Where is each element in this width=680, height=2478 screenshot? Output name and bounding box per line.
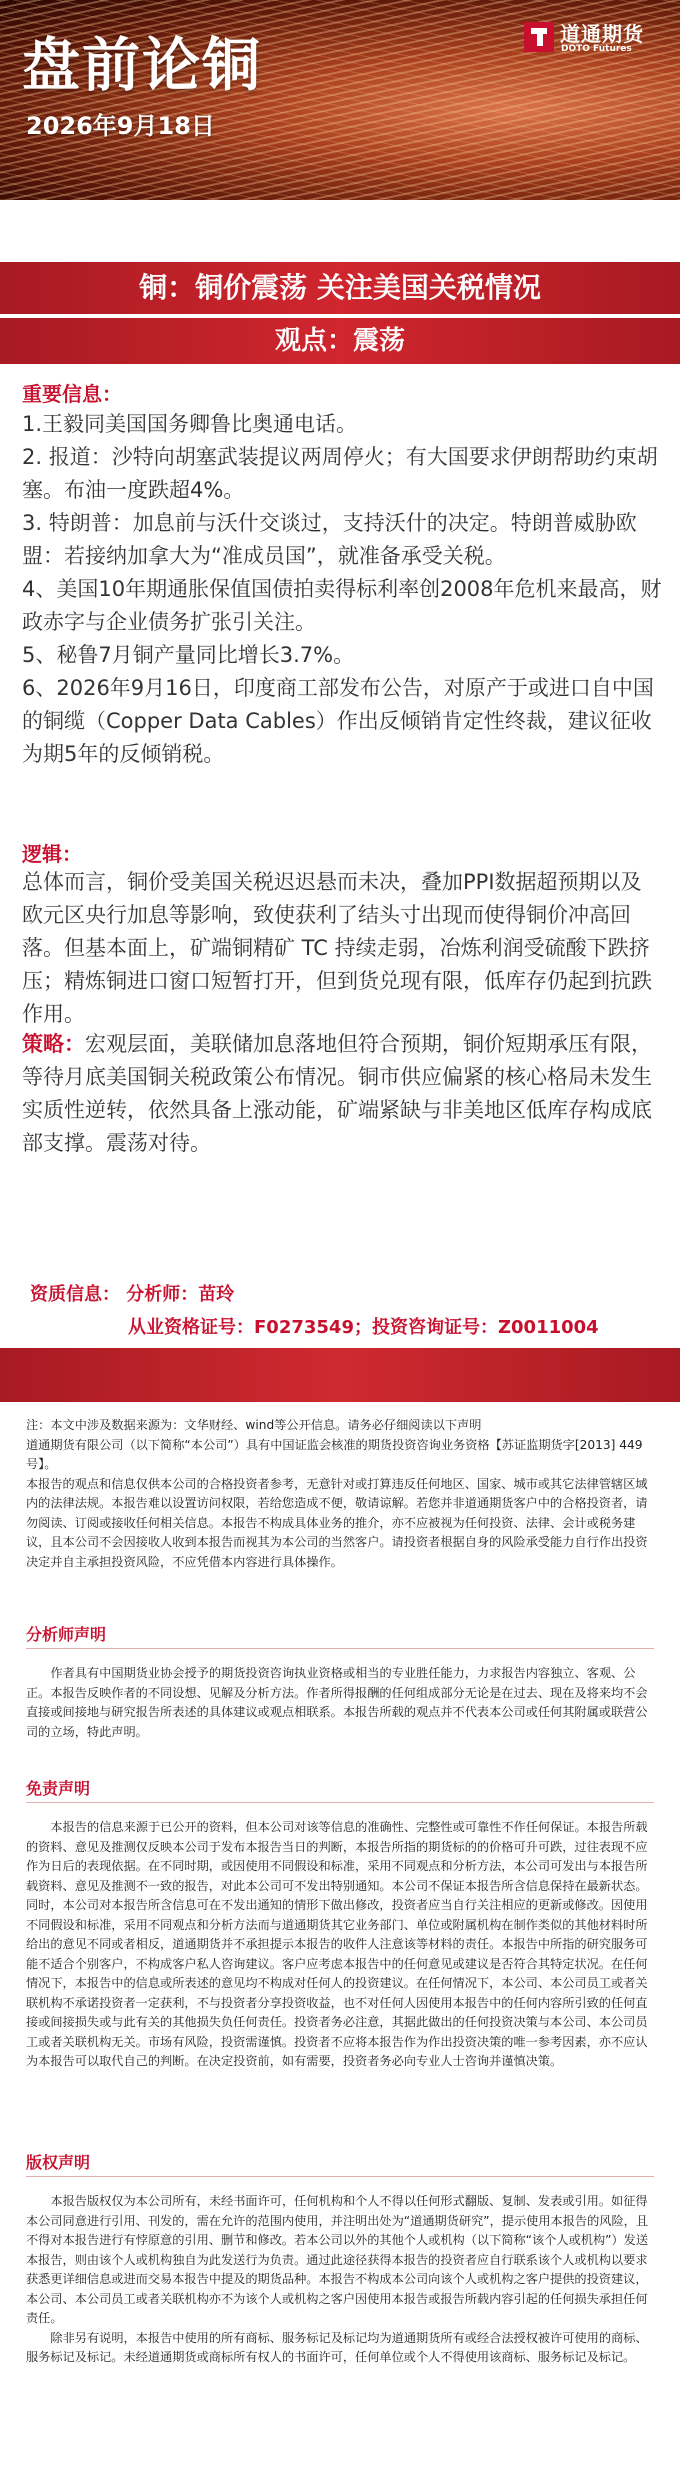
strategy-text: 宏观层面，美联储加息落地但符合预期，铜价短期承压有限，等待月底美国铜关税政策公布情况。铜市供应偏紧的核心格局未发生实质性逆转，依然具备上涨动能，矿端紧缺与非美地区低库存构成底部支撑。震荡对待。 [22, 1032, 652, 1155]
disclaimer-license-line: 道通期货有限公司（以下简称“本公司”）具有中国证监会核准的期货投资咨询业务资格【苏证监期货字[2013] 449号】。 [26, 1437, 643, 1471]
analyst-statement-text: 作者具有中国期货业协会授予的期货投资咨询执业资格或相当的专业胜任能力，力求报告内容独立、客观、公正。本报告反映作者的不同设想、见解及分析方法。作者所得报酬的任何组成部分无论是在过去、现在及将来均不会直接或间接地与研究报告所表述的具体建议或观点相联系。本报告所载的观点并不代表本公司或任何其附属或联营公司的立场，特此声明。 [26, 1666, 648, 1739]
disclaimer-scope-paragraph: 本报告的观点和信息仅供本公司的合格投资者参考，无意针对或打算违反任何地区、国家、城市或其它法律管辖区域内的法律法规。本报告难以设置访问权限，若给您造成不便，敬请谅解。若您并非道通期货客户中的合格投资者，请勿阅读、订阅或接收任何相关信息。本报告不构成具体业务的推介，亦不应被视为任何投资、法律、会计或税务建议，且本公司不会因接收人收到本报告而视其为本公司的当然客户。请投资者根据自身的风险承受能力自行作出投资决定并自主承担投资风险，不应凭借本内容进行具体操作。 [26, 1476, 648, 1569]
section-divider [0, 1348, 680, 1402]
news-item: 6、2026年9月16日，印度商工部发布公告，对原产于或进口自中国的铜缆（Copper Data Cables）作出反倾销肯定性终裁，建议征收为期5年的反倾销税。 [22, 676, 654, 766]
divider-line [26, 1648, 654, 1649]
analyst-statement-title: 分析师声明 [26, 1625, 107, 1644]
trademark-text: 除非另有说明，本报告中使用的所有商标、服务标记及标记均为道通期货所有或经合法授权被许可使用的商标、服务标记及标记。未经道通期货或商标所有权人的书面许可，任何单位或个人不得使用该商标、服务标记及标记。 [26, 2330, 648, 2364]
logo-name-cn: 道通期货 [560, 22, 644, 46]
news-item: 5、秘鲁7月铜产量同比增长3.7%。 [22, 643, 355, 667]
analyst-info: 资质信息： 分析师：苗玲 [30, 1284, 235, 1305]
analyst-statement [26, 1664, 656, 1742]
logic-label: 逻辑： [22, 842, 82, 866]
report-title: 盘前论铜 [22, 31, 263, 99]
report-date: 2026年9月18日 [26, 112, 215, 140]
news-item: 1.王毅同美国国务卿鲁比奥通电话。 [22, 412, 358, 436]
news-label: 重要信息： [22, 382, 122, 406]
header-banner [0, 0, 680, 200]
copyright-statement [26, 2192, 656, 2368]
divider-line [26, 2176, 654, 2177]
news-item: 3. 特朗普：加息前与沃什交谈过，支持沃什的决定。特朗普威胁欧盟：若接纳加拿大为“准成员国”，就准备承受关税。 [22, 511, 637, 568]
logo-name-en: DOTO Futures [561, 44, 632, 54]
exemption-title: 免责声明 [26, 1779, 91, 1798]
strategy-paragraph [22, 1028, 662, 1160]
copyright-title: 版权声明 [26, 2153, 91, 2172]
company-logo [524, 18, 674, 62]
divider-line [26, 1802, 654, 1803]
exemption-text: 本报告的信息来源于已公开的资料，但本公司对该等信息的准确性、完整性或可靠性不作任何保证。本报告所载的资料、意见及推测仅反映本公司于发布本报告当日的判断，本报告所指的期货标的的价格可升可跌，过往表现不应作为日后的表现依据。在不同时期，或因使用不同假设和标准，采用不同观点和分析方法，本公司可发出与本报告所载资料、意见及推测不一致的报告，对此本公司可不发出特别通知。本公司不保证本报告所含信息保持在最新状态。同时，本公司对本报告所含信息可在不发出通知的情形下做出修改，投资者应当自行关注相应的更新或修改。因使用不同假设和标准，采用不同观点和分析方法而与道通期货其它业务部门、单位或附属机构在制作类似的其他材料时所给出的意见不同或者相反，道通期货并不承担提示本报告的收件人注意该等材料的责任。本报告中所指的研究服务可能不适合个别客户，不构成客户私人咨询建议。客户应考虑本报告中的任何意见或建议是否符合其特定状况。在任何情况下，本报告中的信息或所表述的意见均不构成对任何人的投资建议。在任何情况下，本公司、本公司员工或者关联机构不承诺投资者一定获利，不与投资者分享投资收益，也不对任何人因使用本报告中的任何内容所引致的任何直接或间接损失或与此有关的其他损失负任何责任。投资者务必注意，其据此做出的任何投资决策与本公司、本公司员工或者关联机构无关。市场有风险，投资需谨慎。投资者不应将本报告作为作出投资决策的唯一参考因素，亦不应认为本报告可以取代自己的判断。在决定投资前，如有需要，投资者务必向专业人士咨询并谨慎决策。 [26, 1820, 648, 2068]
logo-icon [524, 22, 554, 52]
copyright-text: 本报告版权仅为本公司所有，未经书面许可，任何机构和个人不得以任何形式翻版、复制、发表或引用。如征得本公司同意进行引用、刊发的，需在允许的范围内使用，并注明出处为“道通期货研究”，提示使用本报告的风险，且不得对本报告进行有悖原意的引用、删节和修改。若本公司以外的其他个人或机构（以下简称“该个人或机构”）发送本报告，则由该个人或机构独自为此发送行为负责。通过此途径获得本报告的投资者应自行联系该个人或机构以要求获悉更详细信息或进而交易本报告中提及的期货品种。本报告不构成本公司向该个人或机构之客户提供的投资建议，本公司、本公司员工或者关联机构亦不为该个人或机构之客户因使用本报告或报告所载内容引起的任何损失承担任何责任。 [26, 2194, 649, 2325]
exemption-statement [26, 1818, 656, 2072]
main-headline: 铜：铜价震荡 关注美国关税情况 [0, 262, 680, 314]
view-headline: 观点：震荡 [0, 318, 680, 364]
news-item: 4、美国10年期通胀保值国债拍卖得标利率创2008年危机来最高，财政赤字与企业债务扩张引关注。 [22, 577, 662, 634]
strategy-label: 策略： [22, 1032, 85, 1056]
logic-text: 总体而言，铜价受美国关税迟迟悬而未决，叠加PPI数据超预期以及欧元区央行加息等影响，致使获利了结头寸出现而使得铜价冲高回落。但基本面上，矿端铜精矿 TC 持续走弱，冶炼利润受硫酸下跌挤压；精炼铜进口窗口短暂打开，但到货兑现有限，低库存仍起到抗跌作用。 [22, 870, 652, 1026]
disclaimer-source-line: 注：本文中涉及数据来源为：文华财经、wind等公开信息。请务必仔细阅读以下声明 [26, 1418, 482, 1432]
license-info: 从业资格证号：F0273549；投资咨询证号：Z0011004 [128, 1317, 599, 1338]
disclaimer-intro [26, 1416, 656, 1572]
news-list [22, 408, 662, 771]
news-item: 2. 报道：沙特向胡塞武装提议两周停火；有大国要求伊朗帮助约束胡塞。布油一度跌超4%。 [22, 445, 658, 502]
